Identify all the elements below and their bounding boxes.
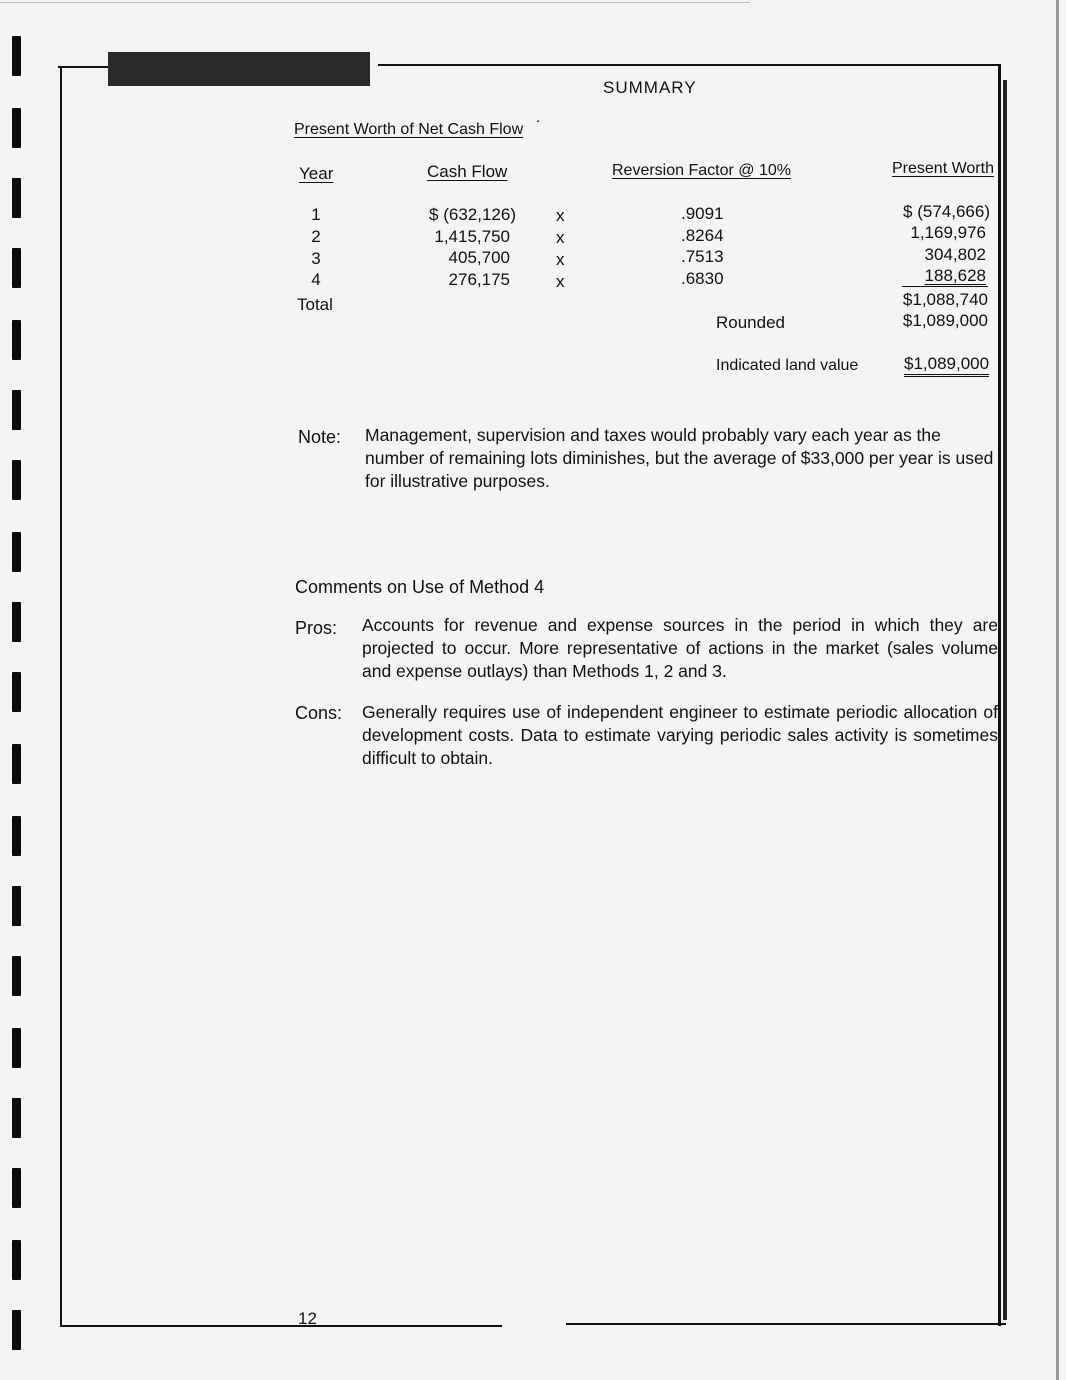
row-factor: .9091 bbox=[681, 204, 724, 223]
row-year: 1 bbox=[311, 205, 321, 224]
frame-border-bottom bbox=[60, 1325, 502, 1327]
row-operator: x bbox=[556, 228, 565, 247]
binder-hole bbox=[12, 108, 21, 148]
binder-hole bbox=[12, 1028, 21, 1068]
rounded-value: $1,089,000 bbox=[902, 311, 988, 330]
column-header-present-worth: Present Worth bbox=[892, 160, 994, 177]
indicated-land-value-amount: $1,089,000 bbox=[904, 354, 989, 377]
binder-hole bbox=[12, 672, 21, 712]
column-header-cash-flow: Cash Flow bbox=[427, 162, 508, 181]
binder-hole bbox=[12, 1098, 21, 1138]
frame-border-top bbox=[58, 66, 108, 68]
frame-border-bottom bbox=[566, 1323, 1006, 1325]
row-operator: x bbox=[556, 206, 565, 225]
cons-label: Cons: bbox=[295, 703, 343, 723]
page-right-edge bbox=[1056, 0, 1059, 1380]
row-present-worth: 304,802 bbox=[924, 245, 986, 264]
total-label: Total bbox=[297, 295, 333, 314]
redaction-bar bbox=[108, 52, 370, 86]
binder-hole bbox=[12, 460, 21, 500]
total-value: $1,088,740 bbox=[902, 290, 988, 309]
row-present-worth: 188,628 bbox=[924, 266, 986, 285]
indicated-land-value bbox=[904, 354, 989, 374]
binder-hole bbox=[12, 248, 21, 288]
binder-hole bbox=[12, 1310, 21, 1350]
binder-hole bbox=[12, 320, 21, 360]
page-title: SUMMARY bbox=[603, 78, 697, 97]
cons-text: Generally requires use of independent engineer to estimate periodic allocation of development costs. Data to estimate varying periodic sales activity is sometimes difficult to obtain. bbox=[362, 702, 998, 768]
row-operator: x bbox=[556, 250, 565, 269]
note-label: Note: bbox=[298, 427, 342, 447]
binder-hole bbox=[12, 886, 21, 926]
binder-hole bbox=[12, 178, 21, 218]
row-operator: x bbox=[556, 272, 565, 291]
note-text: Management, supervision and taxes would probably vary each year as the number of remaining lots diminishes, but the average of $33,000 per year is used for illustrative purposes. bbox=[365, 425, 994, 491]
table-title: Present Worth of Net Cash Flow bbox=[294, 121, 524, 138]
frame-border-left bbox=[60, 66, 62, 1326]
row-year: 4 bbox=[311, 270, 321, 289]
page-top-edge bbox=[0, 2, 750, 3]
binder-hole bbox=[12, 1168, 21, 1208]
pros-label: Pros: bbox=[295, 618, 338, 638]
row-present-worth: 1,169,976 bbox=[910, 223, 986, 242]
binder-hole bbox=[12, 816, 21, 856]
binder-hole bbox=[12, 36, 21, 76]
frame-border-shadow bbox=[1003, 80, 1007, 1320]
pros-text: Accounts for revenue and expense sources in the period in which they are projected to occur. More representative of actions in the market (sales volume and expense outlays) than Methods 1, 2 and 3. bbox=[362, 615, 998, 681]
row-year: 2 bbox=[311, 227, 321, 246]
row-cash-flow: 276,175 bbox=[448, 270, 510, 289]
row-cash-flow: $ (632,126) bbox=[429, 205, 516, 224]
page-number: 12 bbox=[298, 1309, 317, 1328]
row-present-worth: $ (574,666) bbox=[903, 202, 990, 221]
table-title-mark: ˙ bbox=[536, 118, 542, 138]
binder-hole bbox=[12, 532, 21, 572]
frame-border-top bbox=[378, 64, 1000, 66]
row-year: 3 bbox=[311, 249, 321, 268]
total-rule bbox=[902, 286, 988, 287]
row-factor: .8264 bbox=[681, 226, 724, 245]
column-header-year: Year bbox=[299, 164, 334, 183]
row-cash-flow: 1,415,750 bbox=[434, 227, 510, 246]
row-factor: .7513 bbox=[681, 247, 724, 266]
binder-hole bbox=[12, 602, 21, 642]
binder-hole bbox=[12, 744, 21, 784]
binder-hole bbox=[12, 956, 21, 996]
binder-hole bbox=[12, 1240, 21, 1280]
rounded-label: Rounded bbox=[716, 313, 786, 332]
indicated-land-value-label: Indicated land value bbox=[716, 357, 859, 374]
binder-hole bbox=[12, 390, 21, 430]
column-header-reversion-factor: Reversion Factor @ 10% bbox=[612, 162, 791, 179]
row-factor: .6830 bbox=[681, 269, 724, 288]
comments-heading: Comments on Use of Method 4 bbox=[295, 577, 545, 597]
frame-border-right bbox=[998, 64, 1001, 1326]
row-cash-flow: 405,700 bbox=[448, 248, 510, 267]
